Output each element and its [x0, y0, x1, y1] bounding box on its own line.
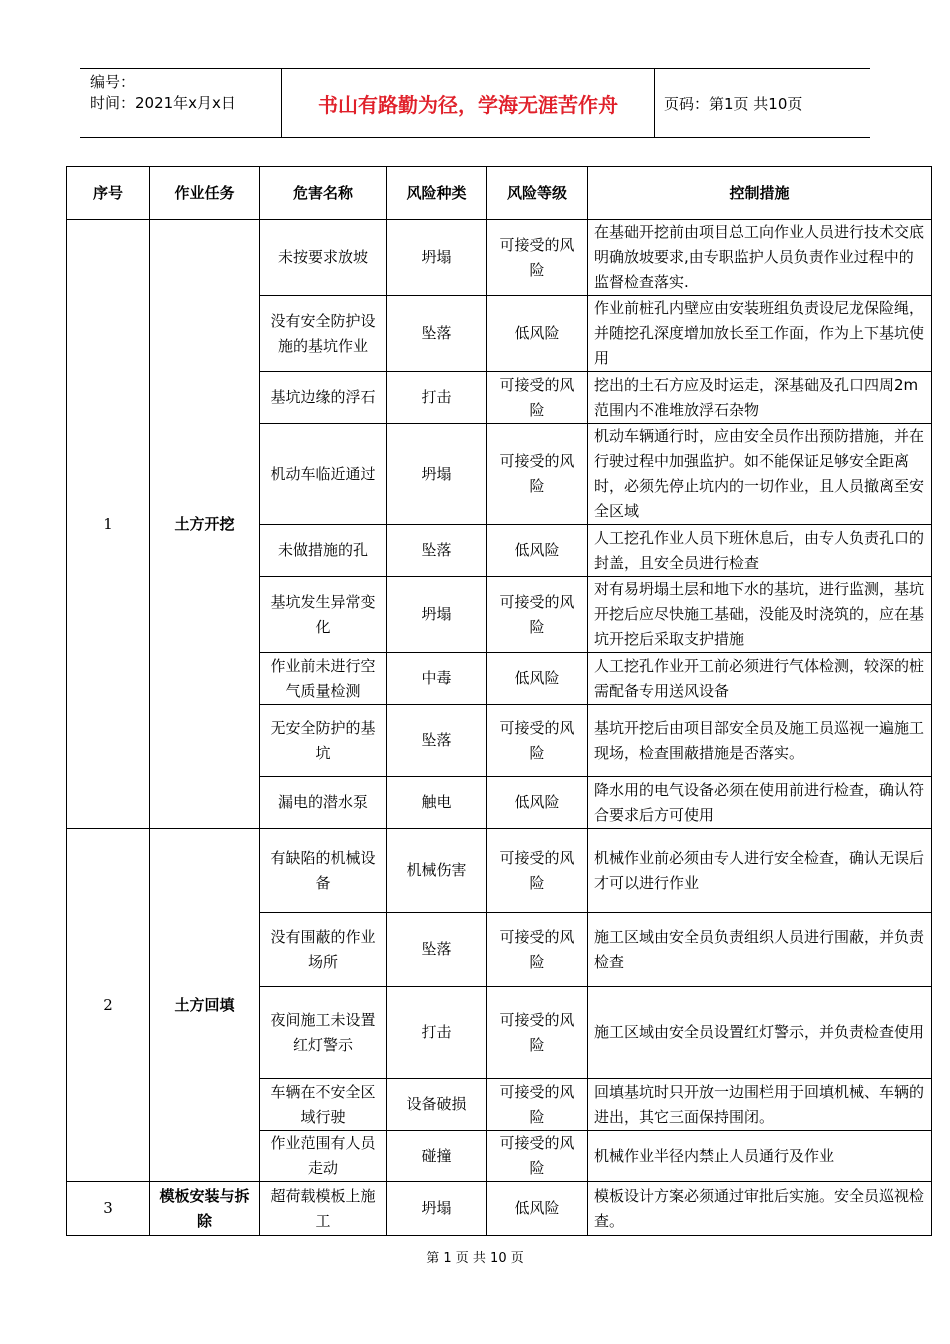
row-number: 1 — [67, 220, 150, 829]
hazard-name: 未按要求放坡 — [260, 220, 387, 296]
risk-type: 中毒 — [387, 653, 487, 705]
hazard-name: 有缺陷的机械设备 — [260, 829, 387, 913]
risk-level: 可接受的风险 — [487, 1131, 588, 1182]
risk-table — [66, 166, 932, 1236]
hazard-name: 车辆在不安全区域行驶 — [260, 1079, 387, 1131]
control-measure: 回填基坑时只开放一边围栏用于回填机械、车辆的进出，其它三面保持围闭。 — [588, 1079, 932, 1131]
control-measure: 作业前桩孔内壁应由安装班组负责设尼龙保险绳，并随挖孔深度增加放长至工作面，作为上下基坑使用 — [588, 296, 932, 372]
header-no: 序号 — [67, 167, 150, 220]
header-type: 风险种类 — [387, 167, 487, 220]
risk-level: 可接受的风险 — [487, 987, 588, 1079]
control-measure: 施工区域由安全员负责组织人员进行围蔽，并负责检查 — [588, 913, 932, 987]
hazard-name: 作业范围有人员走动 — [260, 1131, 387, 1182]
hazard-name: 无安全防护的基坑 — [260, 705, 387, 777]
header-hazard: 危害名称 — [260, 167, 387, 220]
header-page-info: 页码：第1页 共10页 — [664, 94, 803, 113]
control-measure: 对有易坍塌土层和地下水的基坑，进行监测，基坑开挖后应尽快施工基础，没能及时浇筑的，应在基坑开挖后采取支护措施 — [588, 577, 932, 653]
risk-type: 坠落 — [387, 525, 487, 577]
risk-type: 打击 — [387, 372, 487, 424]
header-meta — [80, 69, 282, 137]
table-row — [67, 220, 932, 296]
control-measure: 施工区域由安全员设置红灯警示，并负责检查使用 — [588, 987, 932, 1079]
time-label: 时间：2021年x月x日 — [90, 94, 236, 112]
header-level: 风险等级 — [487, 167, 588, 220]
hazard-name: 作业前未进行空气质量检测 — [260, 653, 387, 705]
control-measure: 机械作业前必须由专人进行安全检查，确认无误后才可以进行作业 — [588, 829, 932, 913]
control-measure: 机动车辆通行时，应由安全员作出预防措施，并在行驶过程中加强监护。如不能保证足够安全距离时，必须先停止坑内的一切作业，且人员撤离至安全区域 — [588, 424, 932, 525]
risk-type: 触电 — [387, 777, 487, 829]
risk-type: 坍塌 — [387, 424, 487, 525]
hazard-name: 超荷载模板上施工 — [260, 1182, 387, 1236]
header-task: 作业任务 — [150, 167, 260, 220]
document-header — [80, 68, 870, 138]
control-measure: 在基础开挖前由项目总工向作业人员进行技术交底明确放坡要求,由专职监护人员负责作业过程中的监督检查落实. — [588, 220, 932, 296]
hazard-name: 夜间施工未设置红灯警示 — [260, 987, 387, 1079]
task-name: 土方开挖 — [150, 220, 260, 829]
header-control: 控制措施 — [588, 167, 932, 220]
risk-level: 可接受的风险 — [487, 220, 588, 296]
control-measure: 挖出的土石方应及时运走，深基础及孔口四周2m范围内不准堆放浮石杂物 — [588, 372, 932, 424]
hazard-name: 没有围蔽的作业场所 — [260, 913, 387, 987]
risk-level: 可接受的风险 — [487, 1079, 588, 1131]
control-measure: 模板设计方案必须通过审批后实施。安全员巡视检查。 — [588, 1182, 932, 1236]
task-name: 土方回填 — [150, 829, 260, 1182]
hazard-name: 基坑边缘的浮石 — [260, 372, 387, 424]
risk-type: 设备破损 — [387, 1079, 487, 1131]
risk-level: 低风险 — [487, 1182, 588, 1236]
table-body — [67, 220, 932, 1236]
code-label: 编号： — [90, 73, 136, 91]
hazard-name: 没有安全防护设施的基坑作业 — [260, 296, 387, 372]
risk-level: 可接受的风险 — [487, 424, 588, 525]
table-header-row — [67, 167, 932, 220]
risk-type: 坠落 — [387, 705, 487, 777]
control-measure: 降水用的电气设备必须在使用前进行检查，确认符合要求后方可使用 — [588, 777, 932, 829]
task-name: 模板安装与拆除 — [150, 1182, 260, 1236]
table-row — [67, 829, 932, 913]
risk-level: 可接受的风险 — [487, 372, 588, 424]
risk-level: 低风险 — [487, 296, 588, 372]
hazard-name: 未做措施的孔 — [260, 525, 387, 577]
control-measure: 人工挖孔作业开工前必须进行气体检测，较深的桩需配备专用送风设备 — [588, 653, 932, 705]
risk-type: 碰撞 — [387, 1131, 487, 1182]
risk-level: 可接受的风险 — [487, 577, 588, 653]
row-number: 2 — [67, 829, 150, 1182]
page-footer: 第 1 页 共 10 页 — [426, 1251, 524, 1266]
control-measure: 基坑开挖后由项目部安全员及施工员巡视一遍施工现场，检查围蔽措施是否落实。 — [588, 705, 932, 777]
header-motto: 书山有路勤为径，学海无涯苦作舟 — [282, 69, 655, 137]
risk-type: 坠落 — [387, 913, 487, 987]
risk-type: 坠落 — [387, 296, 487, 372]
risk-level: 低风险 — [487, 525, 588, 577]
hazard-name: 漏电的潜水泵 — [260, 777, 387, 829]
hazard-name: 机动车临近通过 — [260, 424, 387, 525]
row-number: 3 — [67, 1182, 150, 1236]
risk-type: 坍塌 — [387, 220, 487, 296]
risk-level: 低风险 — [487, 653, 588, 705]
table-row — [67, 1182, 932, 1236]
control-measure: 人工挖孔作业人员下班休息后，由专人负责孔口的封盖，且安全员进行检查 — [588, 525, 932, 577]
risk-type: 打击 — [387, 987, 487, 1079]
risk-level: 低风险 — [487, 777, 588, 829]
risk-type: 机械伤害 — [387, 829, 487, 913]
risk-type: 坍塌 — [387, 577, 487, 653]
control-measure: 机械作业半径内禁止人员通行及作业 — [588, 1131, 932, 1182]
risk-level: 可接受的风险 — [487, 913, 588, 987]
risk-level: 可接受的风险 — [487, 705, 588, 777]
risk-level: 可接受的风险 — [487, 829, 588, 913]
hazard-name: 基坑发生异常变化 — [260, 577, 387, 653]
risk-type: 坍塌 — [387, 1182, 487, 1236]
